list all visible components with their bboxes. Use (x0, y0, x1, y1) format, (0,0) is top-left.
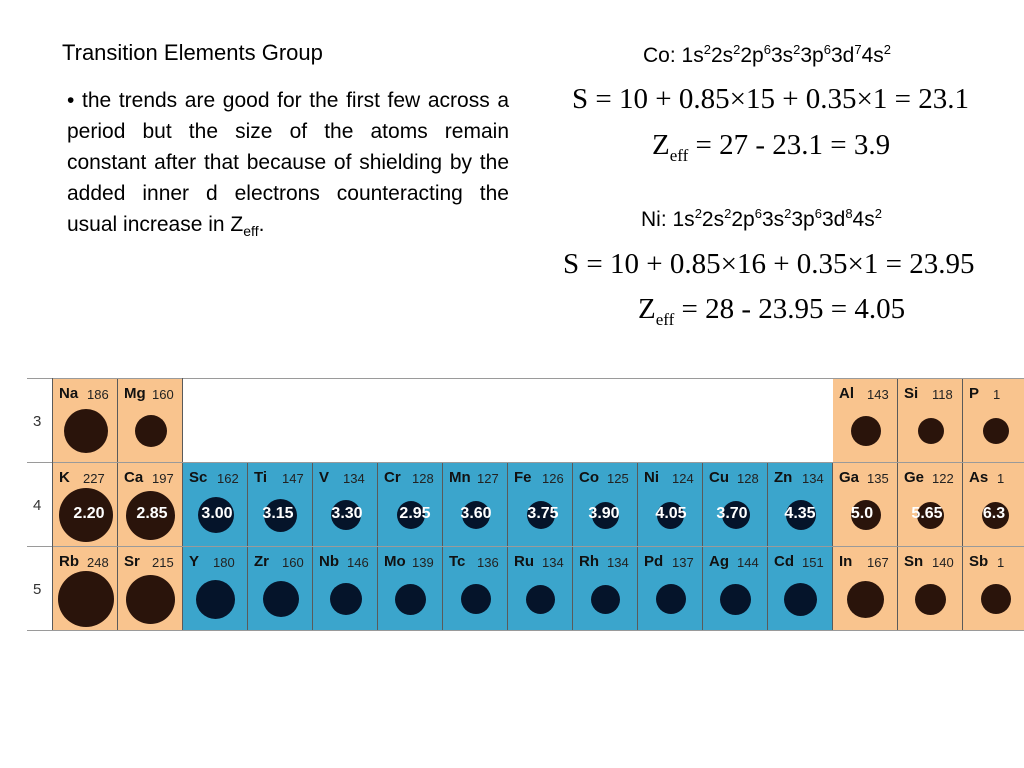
atom-size-circle (330, 583, 362, 615)
atom-size-circle (656, 584, 686, 614)
ni-electron-config (641, 208, 882, 232)
element-cell-sb (963, 547, 1024, 630)
element-cell-p (963, 379, 1024, 462)
bullet-marker: • (67, 89, 75, 112)
config-orbital: Co: 1s (643, 44, 704, 67)
element-symbol: Ni (644, 469, 659, 486)
element-cell-y (183, 547, 248, 630)
zeff-value: 5.0 (850, 505, 874, 522)
element-symbol: Zn (774, 469, 793, 486)
element-cell-na (53, 379, 118, 462)
zeff-value: 2.95 (399, 505, 431, 522)
element-symbol: In (839, 553, 853, 570)
ni-z-symbol: Z (638, 293, 656, 325)
atom-size-circle (918, 418, 944, 444)
ni-zeff-equation (638, 293, 906, 329)
atomic-radius: 134 (607, 555, 629, 570)
atomic-radius: 215 (152, 555, 174, 570)
atomic-radius: 118 (932, 387, 953, 402)
co-shielding-equation: S = 10 + 0.85×15 + 0.35×1 = 23.1 (572, 83, 970, 115)
co-z-symbol: Z (652, 129, 670, 161)
zeff-value: 3.90 (588, 505, 620, 522)
atomic-radius: 1 (997, 555, 1005, 570)
element-symbol: Cr (384, 469, 401, 486)
element-symbol: As (969, 469, 989, 486)
config-electron-count: 2 (733, 42, 741, 57)
config-orbital: 3p (800, 44, 824, 67)
config-orbital: 2s (710, 44, 734, 67)
element-symbol: Sc (189, 469, 208, 486)
period-label: 5 (33, 581, 42, 598)
atomic-radius: 137 (672, 555, 694, 570)
element-symbol: Co (579, 469, 599, 486)
config-electron-count: 6 (763, 42, 771, 57)
element-symbol: Ca (124, 469, 144, 486)
atom-size-circle (720, 584, 751, 615)
atom-size-circle (64, 409, 108, 453)
atomic-radius: 197 (152, 471, 174, 486)
atomic-radius: 151 (802, 555, 824, 570)
periodic-table-excerpt (0, 377, 1024, 632)
element-symbol: Ag (709, 553, 729, 570)
config-orbital: 3d (821, 208, 846, 231)
ni-shielding-equation: S = 10 + 0.85×16 + 0.35×1 = 23.95 (563, 248, 975, 280)
zeff-value: 2.85 (136, 505, 168, 522)
element-symbol: Fe (514, 469, 532, 486)
element-symbol: Cd (774, 553, 794, 570)
config-electron-count: 2 (703, 42, 711, 57)
element-symbol: Tc (449, 553, 466, 570)
zeff-value: 3.15 (262, 505, 294, 522)
config-electron-count: 2 (694, 206, 702, 221)
atomic-radius: 162 (217, 471, 239, 486)
atom-size-circle (196, 580, 235, 619)
element-cell-pd (638, 547, 703, 630)
co-zeff-equation (652, 129, 891, 165)
ni-z-result: = 28 - 23.95 = 4.05 (674, 293, 906, 325)
element-symbol: Zr (254, 553, 269, 570)
atomic-radius: 136 (477, 555, 499, 570)
period-label: 3 (33, 413, 42, 430)
zeff-value: 4.05 (655, 505, 687, 522)
config-orbital: 4s (861, 44, 884, 67)
element-symbol: Cu (709, 469, 729, 486)
zeff-value: 3.60 (460, 505, 492, 522)
element-cell-ag (703, 547, 768, 630)
element-cell-mg (118, 379, 183, 462)
config-electron-count: 2 (784, 206, 792, 221)
element-symbol: Pd (644, 553, 664, 570)
atom-size-circle (526, 585, 555, 614)
element-cell-cd (768, 547, 833, 630)
atomic-radius: 135 (867, 471, 889, 486)
bullet-subscript: eff (243, 223, 259, 239)
atomic-radius: 126 (542, 471, 564, 486)
config-electron-count: 2 (724, 206, 732, 221)
config-electron-count: 8 (845, 206, 853, 221)
zeff-value: 2.20 (73, 505, 105, 522)
atomic-radius: 139 (412, 555, 434, 570)
bullet-end: . (258, 213, 265, 236)
element-cell-nb (313, 547, 378, 630)
bullet-text (67, 85, 509, 240)
config-orbital: Ni: 1s (641, 208, 695, 231)
bullet-body: the trends are good for the first few across a period but the size of the atoms remain constant after that because of shielding by the added inner d electrons counteracting the usual increase in Z (67, 89, 510, 236)
config-orbital: 4s (852, 208, 875, 231)
element-symbol: Mo (384, 553, 406, 570)
config-orbital: 3d (830, 44, 855, 67)
element-symbol: Rh (579, 553, 599, 570)
zeff-value: 5.65 (911, 505, 943, 522)
element-cell-in (833, 547, 898, 630)
atomic-radius: 134 (802, 471, 824, 486)
config-electron-count: 2 (793, 42, 801, 57)
ni-z-subscript: eff (655, 310, 675, 329)
config-electron-count: 2 (883, 42, 891, 57)
atomic-radius: 186 (87, 387, 109, 402)
atom-size-circle (784, 583, 817, 616)
element-symbol: Si (904, 385, 919, 402)
atomic-radius: 1 (993, 387, 1001, 402)
atom-size-circle (847, 581, 884, 618)
element-symbol: Sn (904, 553, 924, 570)
atom-size-circle (591, 585, 620, 614)
atomic-radius: 127 (477, 471, 499, 486)
element-cell-mo (378, 547, 443, 630)
config-electron-count: 6 (754, 206, 762, 221)
element-symbol: Ge (904, 469, 925, 486)
row-divider (27, 630, 1024, 631)
atom-size-circle (126, 575, 175, 624)
atomic-radius: 124 (672, 471, 694, 486)
element-cell-sr (118, 547, 183, 630)
config-orbital: 2s (701, 208, 725, 231)
atomic-radius: 134 (343, 471, 365, 486)
atomic-radius: 140 (932, 555, 954, 570)
element-symbol: V (319, 469, 330, 486)
element-symbol: Na (59, 385, 79, 402)
element-cell-zr (248, 547, 313, 630)
atomic-radius: 122 (932, 471, 954, 486)
co-electron-config (643, 44, 891, 68)
atom-size-circle (58, 571, 114, 627)
config-electron-count: 2 (874, 206, 882, 221)
atomic-radius: 248 (87, 555, 109, 570)
atom-size-circle (395, 584, 426, 615)
config-orbital: 3s (761, 208, 785, 231)
period-label: 4 (33, 497, 42, 514)
atomic-radius: 146 (347, 555, 369, 570)
element-symbol: K (59, 469, 70, 486)
atom-size-circle (983, 418, 1009, 444)
element-symbol: Sr (124, 553, 140, 570)
atomic-radius: 1 (997, 471, 1005, 486)
atomic-radius: 144 (737, 555, 759, 570)
element-cell-rh (573, 547, 638, 630)
element-symbol: Sb (969, 553, 989, 570)
atom-size-circle (461, 584, 491, 614)
atom-size-circle (851, 416, 881, 446)
zeff-value: 4.35 (784, 505, 816, 522)
atom-size-circle (981, 584, 1011, 614)
element-symbol: Y (189, 553, 200, 570)
element-symbol: Rb (59, 553, 79, 570)
config-orbital: 2p (740, 44, 764, 67)
atom-size-circle (915, 584, 946, 615)
element-cell-sn (898, 547, 963, 630)
element-symbol: P (969, 385, 980, 402)
atomic-radius: 128 (412, 471, 434, 486)
atomic-radius: 167 (867, 555, 889, 570)
element-symbol: Ga (839, 469, 860, 486)
atomic-radius: 147 (282, 471, 304, 486)
element-cell-tc (443, 547, 508, 630)
atom-size-circle (263, 581, 299, 617)
config-orbital: 2p (731, 208, 755, 231)
atomic-radius: 227 (83, 471, 105, 486)
element-cell-si (898, 379, 963, 462)
zeff-value: 3.70 (716, 505, 748, 522)
config-orbital: 3p (791, 208, 815, 231)
config-orbital: 3s (770, 44, 794, 67)
atomic-radius: 160 (282, 555, 304, 570)
element-symbol: Nb (319, 553, 339, 570)
atomic-radius: 143 (867, 387, 889, 402)
element-cell-rb (53, 547, 118, 630)
zeff-value: 3.30 (331, 505, 363, 522)
config-electron-count: 6 (823, 42, 831, 57)
atomic-radius: 128 (737, 471, 759, 486)
element-symbol: Ti (254, 469, 268, 486)
element-cell-ru (508, 547, 573, 630)
atom-size-circle (135, 415, 167, 447)
element-symbol: Mg (124, 385, 146, 402)
element-symbol: Mn (449, 469, 471, 486)
config-electron-count: 6 (814, 206, 822, 221)
element-symbol: Al (839, 385, 854, 402)
atomic-radius: 125 (607, 471, 629, 486)
co-z-subscript: eff (669, 146, 689, 165)
element-symbol: Ru (514, 553, 534, 570)
atomic-radius: 180 (213, 555, 235, 570)
slide-title: Transition Elements Group (62, 40, 323, 65)
co-z-result: = 27 - 23.1 = 3.9 (688, 129, 891, 161)
zeff-value: 3.75 (527, 505, 559, 522)
atomic-radius: 134 (542, 555, 564, 570)
zeff-value: 3.00 (201, 505, 233, 522)
atomic-radius: 160 (152, 387, 174, 402)
element-cell-al (833, 379, 898, 462)
config-electron-count: 7 (854, 42, 862, 57)
zeff-value: 6.3 (982, 505, 1006, 522)
